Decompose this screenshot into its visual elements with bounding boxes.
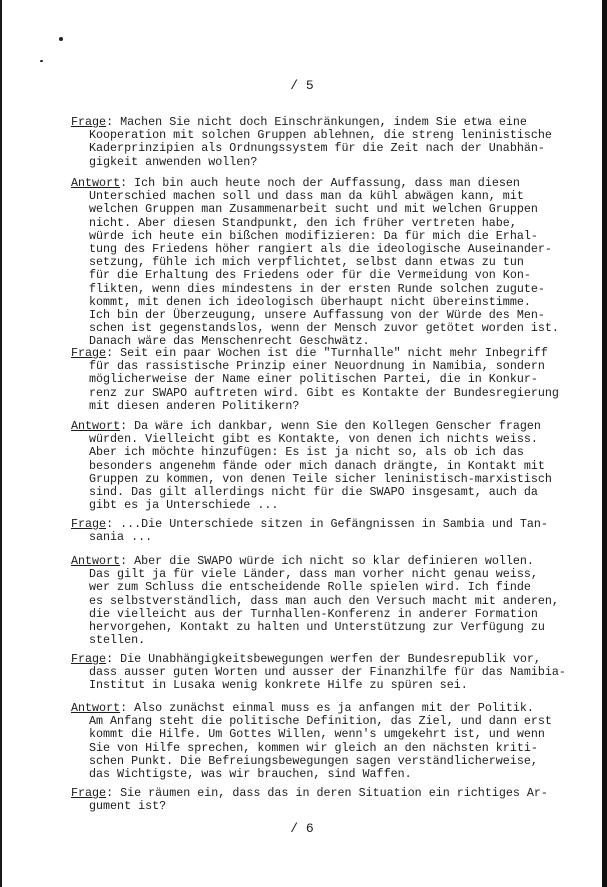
scan-speck <box>59 37 63 41</box>
text-line: für das rassistische Prinzip einer Neuordnung in Namibia, sondern <box>89 359 545 374</box>
text-line: nicht. Aber diesen Standpunkt, den ich früher vertreten habe, <box>89 215 517 230</box>
qa-block-answer <box>71 555 571 647</box>
text-line: für die Erhaltung des Friedens oder für die Vermeidung von Kon- <box>89 268 531 283</box>
text-line: kommt die Hilfe. Um Gottes Willen, wenn's umgekehrt ist, und wenn <box>89 727 545 742</box>
text-line: möglicherweise der Name einer politischen Partei, die in Konkur- <box>89 372 538 387</box>
text-line: : Aber die SWAPO würde ich nicht so klar definieren wollen. <box>120 554 534 568</box>
qa-block-answer <box>71 420 571 512</box>
text-line: : Sie räumen ein, dass das in deren Situation ein richtiges Ar- <box>106 786 548 800</box>
answer-label: Antwort <box>71 419 121 433</box>
qa-block-answer <box>71 702 571 781</box>
text-line: tung des Friedens höher rangiert als die ideologische Auseinander- <box>89 241 552 256</box>
question-label: Frage <box>71 346 107 360</box>
question-label: Frage <box>71 517 107 531</box>
text-line: gument ist? <box>89 799 167 814</box>
text-line: das Wichtigste, was wir brauchen, sind Waffen. <box>89 766 412 781</box>
text-line: : Die Unabhängigkeitsbewegungen werfen der Bundesrepublik vor, <box>106 652 541 666</box>
text-line: Danach wäre das Menschenrecht Geschwätz. <box>89 334 370 349</box>
question-label: Frage <box>71 786 107 800</box>
text-line: Sie von Hilfe sprechen, kommen wir gleich an den nächsten kriti- <box>89 740 538 755</box>
text-line: besonders angenehm fände oder mich danach drängte, in Kontakt mit <box>89 458 545 473</box>
text-line: würden. Vielleicht gibt es Kontakte, von denen ich nichts weiss. <box>89 432 538 447</box>
text-line: Am Anfang steht die politische Definition, das Ziel, und dann erst <box>89 714 552 729</box>
text-line: : ...Die Unterschiede sitzen in Gefängnissen in Sambia und Tan- <box>106 517 548 531</box>
text-line: würde ich heute ein bißchen modifizieren: Da für mich die Erhal- <box>89 228 538 243</box>
answer-label: Antwort <box>71 554 121 568</box>
question-label: Frage <box>71 652 107 666</box>
qa-block-question <box>71 347 571 413</box>
text-line: kommt, mit denen ich ideologisch überhaupt nicht übereinstimme. <box>89 294 531 309</box>
text-line: Institut in Lusaka wenig konkrete Hilfe zu spüren sei. <box>89 678 468 693</box>
text-line: hervorgehen, Kontakt zu halten und Unterstützung zur Verfügung zu <box>89 619 545 634</box>
text-line: Aber ich möchte hinzufügen: Es ist ja nicht so, als ob ich das <box>89 445 524 460</box>
text-line: gigkeit anwenden wollen? <box>89 154 258 169</box>
answer-label: Antwort <box>71 176 121 190</box>
text-line: Kooperation mit solchen Gruppen ablehnen, die streng leninistische <box>89 128 552 143</box>
text-line: Unterschied machen soll und dass man da kühl abwägen kann, mit <box>89 189 524 204</box>
text-line: : Da wäre ich dankbar, wenn Sie den Kollegen Genscher fragen <box>120 419 541 433</box>
text-line: Das gilt ja für viele Länder, dass man vorher nicht genau weiss, <box>89 567 538 582</box>
qa-block-question <box>71 116 571 169</box>
text-line: welchen Gruppen man Zusammenarbeit sucht und mit welchen Gruppen <box>89 202 538 217</box>
text-line: gibt es ja Unterschiede ... <box>89 498 279 513</box>
text-line: wer zum Schluss die entscheidende Rolle spielen wird. Ich finde <box>89 580 531 595</box>
text-line: : Seit ein paar Wochen ist die "Turnhalle" nicht mehr Inbegriff <box>106 346 548 360</box>
text-line: es selbstverständlich, dass man auch den Versuch macht mit anderen, <box>89 593 559 608</box>
text-line: Ich bin der Überzeugung, unsere Auffassung von der Würde des Men- <box>89 307 545 322</box>
text-line: renz zur SWAPO auftreten wird. Gibt es Kontakte der Bundesregierung <box>89 385 559 400</box>
text-line: : Machen Sie nicht doch Einschränkungen, indem Sie etwa eine <box>106 115 527 129</box>
page-number: / 5 <box>290 78 314 93</box>
text-line: schen Punkt. Die Befreiungsbewegungen sagen verständlicherweise, <box>89 753 538 768</box>
text-line: mit diesen anderen Politikern? <box>89 398 300 413</box>
answer-label: Antwort <box>71 701 121 715</box>
text-line: sind. Das gilt allerdings nicht für die SWAPO insgesamt, auch da <box>89 484 538 499</box>
qa-block-question <box>71 653 571 693</box>
qa-block-answer <box>71 177 571 348</box>
text-line: : Ich bin auch heute noch der Auffassung, dass man diesen <box>120 176 520 190</box>
qa-block-question <box>71 787 571 813</box>
text-line: sania ... <box>89 530 153 545</box>
text-line: die vielleicht aus der Turnhallen-Konferenz in anderer Formation <box>89 606 538 621</box>
text-line: dass ausser guten Worten und ausser der Finanzhilfe für das Namibia- <box>89 665 566 680</box>
question-label: Frage <box>71 115 107 129</box>
text-line: schen ist gegenstandslos, wenn der Mensch zuvor getötet worden ist. <box>89 321 559 336</box>
qa-block-question <box>71 518 571 544</box>
next-page-marker: / 6 <box>290 821 314 836</box>
scan-speck <box>40 60 43 62</box>
text-line: : Also zunächst einmal muss es ja anfangen mit der Politik. <box>120 701 534 715</box>
text-line: Kaderprinzipien als Ordnungssystem für die Zeit nach der Unabhän- <box>89 141 545 156</box>
text-line: stellen. <box>89 633 146 648</box>
text-line: flikten, wenn dies mindestens in der ersten Runde solchen zugute- <box>89 281 545 296</box>
text-line: Gruppen zu kommen, von denen Teile sicher leninistisch-marxistisch <box>89 471 552 486</box>
text-line: setzung, fühle ich mich verpflichtet, selbst dann etwas zu tun <box>89 255 524 270</box>
